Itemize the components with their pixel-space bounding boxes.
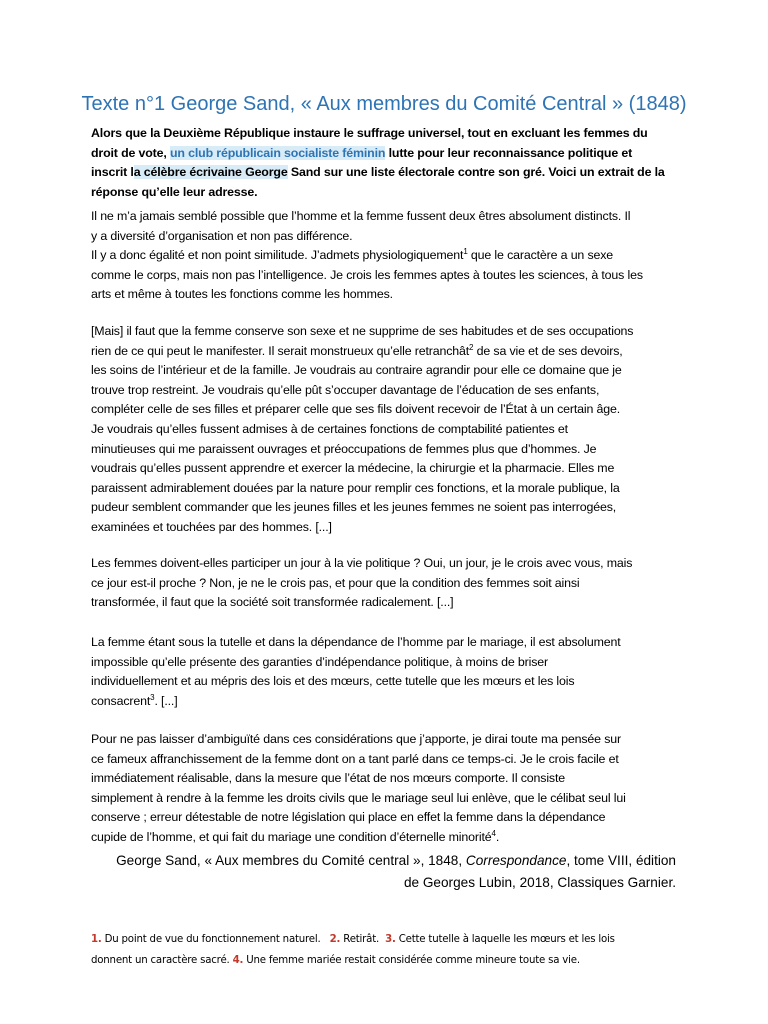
footnote-number: 2. — [329, 934, 341, 945]
text-line: simplement à rendre à la femme les droits civils que le mariage seul lui enlève, que le célibat seul lui — [91, 790, 626, 805]
intro-paragraph — [91, 124, 691, 202]
page-title: Texte n°1 George Sand, « Aux membres du Comité Central » (1848) — [81, 93, 687, 115]
text-line: impossible qu’elle présente des garanties d’indépendance politique, à moins de briser — [91, 654, 549, 669]
text-line: ce fameux affranchissement de la femme dont on a tant parlé dans ce temps-ci. Je le crois facile et — [91, 751, 619, 766]
text-line: immédiatement réalisable, dans la mesure que l’état de nos mœurs comporte. Il consiste — [91, 771, 565, 786]
text-line: Pour ne pas laisser d’ambiguïté dans ces considérations que j’apporte, je dirai toute ma pensée sur — [91, 732, 621, 746]
citation-line: George Sand, « Aux membres du Comité central », 1848, Correspondance, tome VIII, édition — [116, 853, 676, 868]
text-line: pudeur semblent commander que les jeunes filles et les jeunes femmes ne soient pas interrogées, — [91, 500, 617, 515]
text-line: transformée, il faut que la société soit transformée radicalement. [...] — [91, 595, 454, 610]
text-paragraph-4 — [91, 633, 691, 711]
text-line: Il ne m’a jamais semblé possible que l’homme et la femme fussent deux êtres absolument distincts. Il — [91, 209, 631, 223]
text-line: y a diversité d’organisation et non pas différence. — [91, 228, 353, 243]
text-line: trouve trop restreint. Je voudrais qu’elle pût s’occuper davantage de l’éducation de ses enfants, — [91, 382, 600, 397]
text-line: individuellement et au mépris des lois et des mœurs, cette tutelle que les mœurs et les lois — [91, 674, 575, 689]
text-paragraph-1 — [91, 207, 691, 305]
text-line: voudrais qu’elles pussent apprendre et exercer la médecine, la chirurgie et la pharmacie. Elles me — [91, 461, 615, 476]
footnote-number: 1. — [91, 934, 102, 945]
text-line: comme le corps, mais non pas l’intelligence. Je crois les femmes aptes à toutes les sciences, à tous les — [91, 267, 643, 282]
footnote-line: 1. Du point de vue du fonctionnement naturel. 2. Retirât. 3. Cette tutelle à laquelle les mœurs et les lois — [91, 934, 615, 945]
text-paragraph-3 — [91, 554, 691, 613]
text-line: cupide de l’homme, et qui fait du mariage une condition d’éternelle minorité$^4$. — [91, 828, 500, 844]
text-line: ce jour est-il proche ? Non, je ne le crois pas, et pour que la condition des femmes soit ainsi — [91, 575, 580, 590]
text-line: Les femmes doivent-elles participer un jour à la vie politique ? Oui, un jour, je le crois avec vous, mais — [91, 556, 633, 570]
intro-line: droit de vote, un club républicain socialiste féminin lutte pour leur reconnaissance politique et — [91, 145, 633, 160]
text-line: La femme étant sous la tutelle et dans la dépendance de l’homme par le mariage, il est absolument — [91, 635, 621, 649]
text-line: [Mais] il faut que la femme conserve son sexe et ne supprime de ses habitudes et de ses occupations — [91, 324, 634, 338]
intro-line: réponse qu’elle leur adresse. — [91, 184, 258, 199]
text-line: conserve ; erreur détestable de notre législation qui place en effet la femme dans la dépendance — [91, 810, 606, 825]
text-line: paraissent admirablement douées par la nature pour remplir ces fonctions, et la morale publique, la — [91, 480, 620, 495]
highlighted-text: un club républicain socialiste féminin — [170, 145, 386, 160]
highlighted-text: a célèbre écrivaine George — [133, 165, 288, 180]
work-title: Correspondance — [465, 853, 567, 868]
footnote-ref: 3 — [150, 692, 155, 702]
text-line: consacrent$^3$. [...] — [91, 692, 178, 708]
footnote-line: donnent un caractère sacré. 4. Une femme mariée restait considérée comme mineure toute sa vie. — [91, 955, 580, 966]
footnote-ref: 2 — [469, 342, 474, 352]
text-line: Je voudrais qu’elles fussent admises à de certaines fonctions de comptabilité patientes et — [91, 421, 568, 436]
footnote-number: 3. — [385, 934, 396, 945]
text-paragraph-2 — [91, 322, 691, 538]
footnote-ref: 1 — [463, 247, 468, 257]
text-line: rien de ce qui peut le manifester. Il serait monstrueux qu’elle retranchât$^2$ de sa vie et de ses devoirs, — [91, 342, 623, 358]
citation — [76, 850, 676, 894]
text-line: compléter celle de ses filles et préparer celle que ses fils doivent recevoir de l’État à un certain âge. — [91, 402, 621, 417]
footnote-ref: 4 — [491, 828, 496, 838]
text-line: minutieuses qui me paraissent ouvrages et préoccupations de femmes plus que d’hommes. Je — [91, 441, 597, 456]
text-paragraph-5 — [91, 730, 691, 848]
text-line: arts et même à toutes les fonctions comme les hommes. — [91, 287, 393, 302]
text-line: Il y a donc égalité et non point similitude. J’admets physiologiquement$^1$ que le caractère a un sexe — [91, 247, 614, 263]
footnotes — [91, 929, 691, 971]
text-line: examinées et touchées par des hommes. [...] — [91, 519, 332, 534]
intro-line: Alors que la Deuxième République instaure le suffrage universel, tout en excluant les femmes du — [91, 126, 648, 140]
text-line: les soins de l’intérieur et de la famille. Je voudrais au contraire agrandir pour elle ce domaine que je — [91, 363, 622, 378]
citation-line: de Georges Lubin, 2018, Classiques Garnier. — [403, 875, 676, 890]
intro-line: inscrit la célèbre écrivaine George Sand sur une liste électorale contre son gré. Voici un extrait de la — [91, 165, 665, 180]
footnote-number: 4. — [232, 955, 244, 966]
